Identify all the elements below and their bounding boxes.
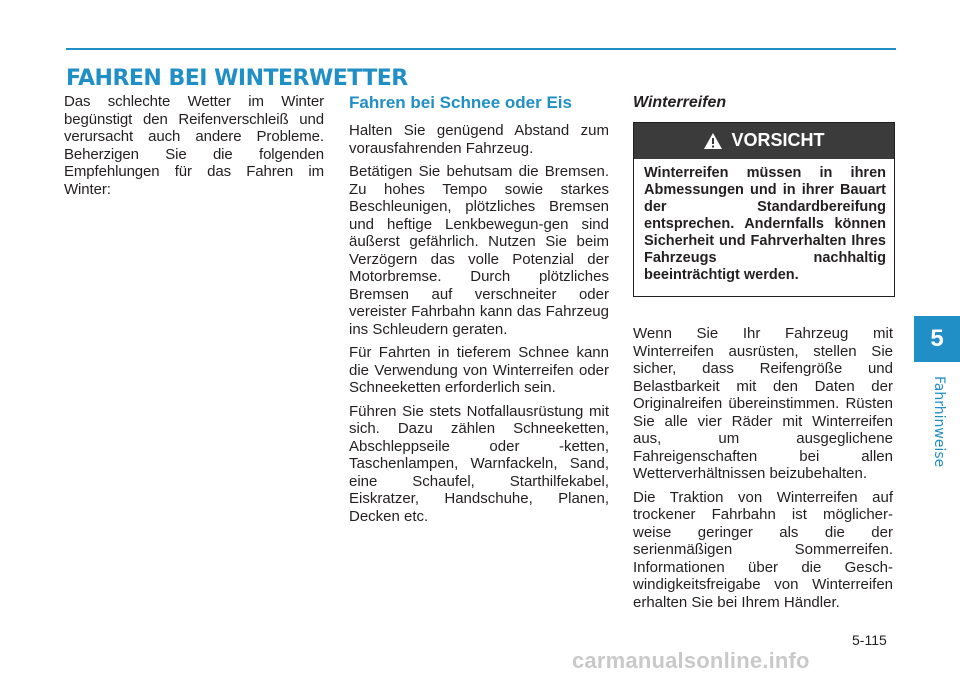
intro-paragraph: Das schlechte Wetter im Winter begünstigt den Reifenverschleiß und verursacht auch andere Probleme. Beherzigen Sie die folgenden Empfehlungen für das Fahren im Winter: (64, 93, 324, 198)
snow-column (349, 94, 609, 531)
tires-paragraph: Wenn Sie Ihr Fahrzeug mit Winterreifen ausrüsten, stellen Sie sicher, dass Reifengröße und Belastbarkeit mit den Daten der Originalreifen übereinstimmen. Rüsten Sie alle vier Räder mit Winterreifen aus, um ausgeglichene Fahreigenschaften bei allen Wetterverhältnissen beizubehalten. (633, 325, 893, 482)
page-number: 5-115 (852, 632, 887, 648)
section-title: FAHREN BEI WINTERWETTER (66, 66, 408, 91)
tires-paragraph: Die Traktion von Winterreifen auf trockener Fahrbahn ist möglicher-weise geringer als die der serienmäßigen Sommerreifen. Informationen über die Gesch-windigkeitsfreigabe von Winterreifen erhalten Sie bei Ihrem Händler. (633, 488, 893, 611)
caution-header (634, 123, 894, 159)
top-rule (66, 48, 896, 50)
watermark: carmanualsonline.info (572, 648, 810, 673)
caution-box (633, 122, 895, 297)
chapter-label: Fahrhinweise (931, 376, 947, 468)
tires-column (633, 94, 893, 617)
chapter-tab: 5 (914, 316, 960, 362)
warning-triangle-icon (703, 132, 723, 150)
caution-text: Winterreifen müssen in ihren Abmessungen und in ihrer Bauart der Standardbereifung entsprechen. Andernfalls können Sicherheit und Fahrverhalten Ihres Fahrzeugs nachhaltig beeinträchtigt werden. (644, 165, 886, 283)
snow-paragraph: Betätigen Sie behutsam die Bremsen. Zu hohes Tempo sowie starkes Beschleunigen, plötzliches Bremsen und heftige Lenkbewegun-gen sind äußerst gefährlich. Nutzen Sie beim Verzögern das volle Potenzial der Motorbremse. Durch plötzliches Bremsen auf verschneiter oder vereister Fahrbahn kann das Fahrzeug ins Schleudern geraten. (349, 163, 609, 338)
snow-paragraph: Für Fahrten in tieferem Schnee kann die Verwendung von Winterreifen oder Schneeketten erforderlich sein. (349, 344, 609, 396)
snow-paragraph: Halten Sie genügend Abstand zum vorausfahrenden Fahrzeug. (349, 122, 609, 157)
tires-heading: Winterreifen (633, 94, 727, 111)
snow-heading: Fahren bei Schnee oder Eis (349, 93, 572, 112)
caution-label: VORSICHT (731, 130, 825, 151)
intro-column (64, 93, 324, 204)
snow-paragraph: Führen Sie stets Notfallausrüstung mit sich. Dazu zählen Schneeketten, Abschleppseile oder -ketten, Taschenlampen, Warnfackeln, Sand, eine Schaufel, Starthilfekabel, Eiskratzer, Handschuhe, Planen, Decken etc. (349, 402, 609, 525)
